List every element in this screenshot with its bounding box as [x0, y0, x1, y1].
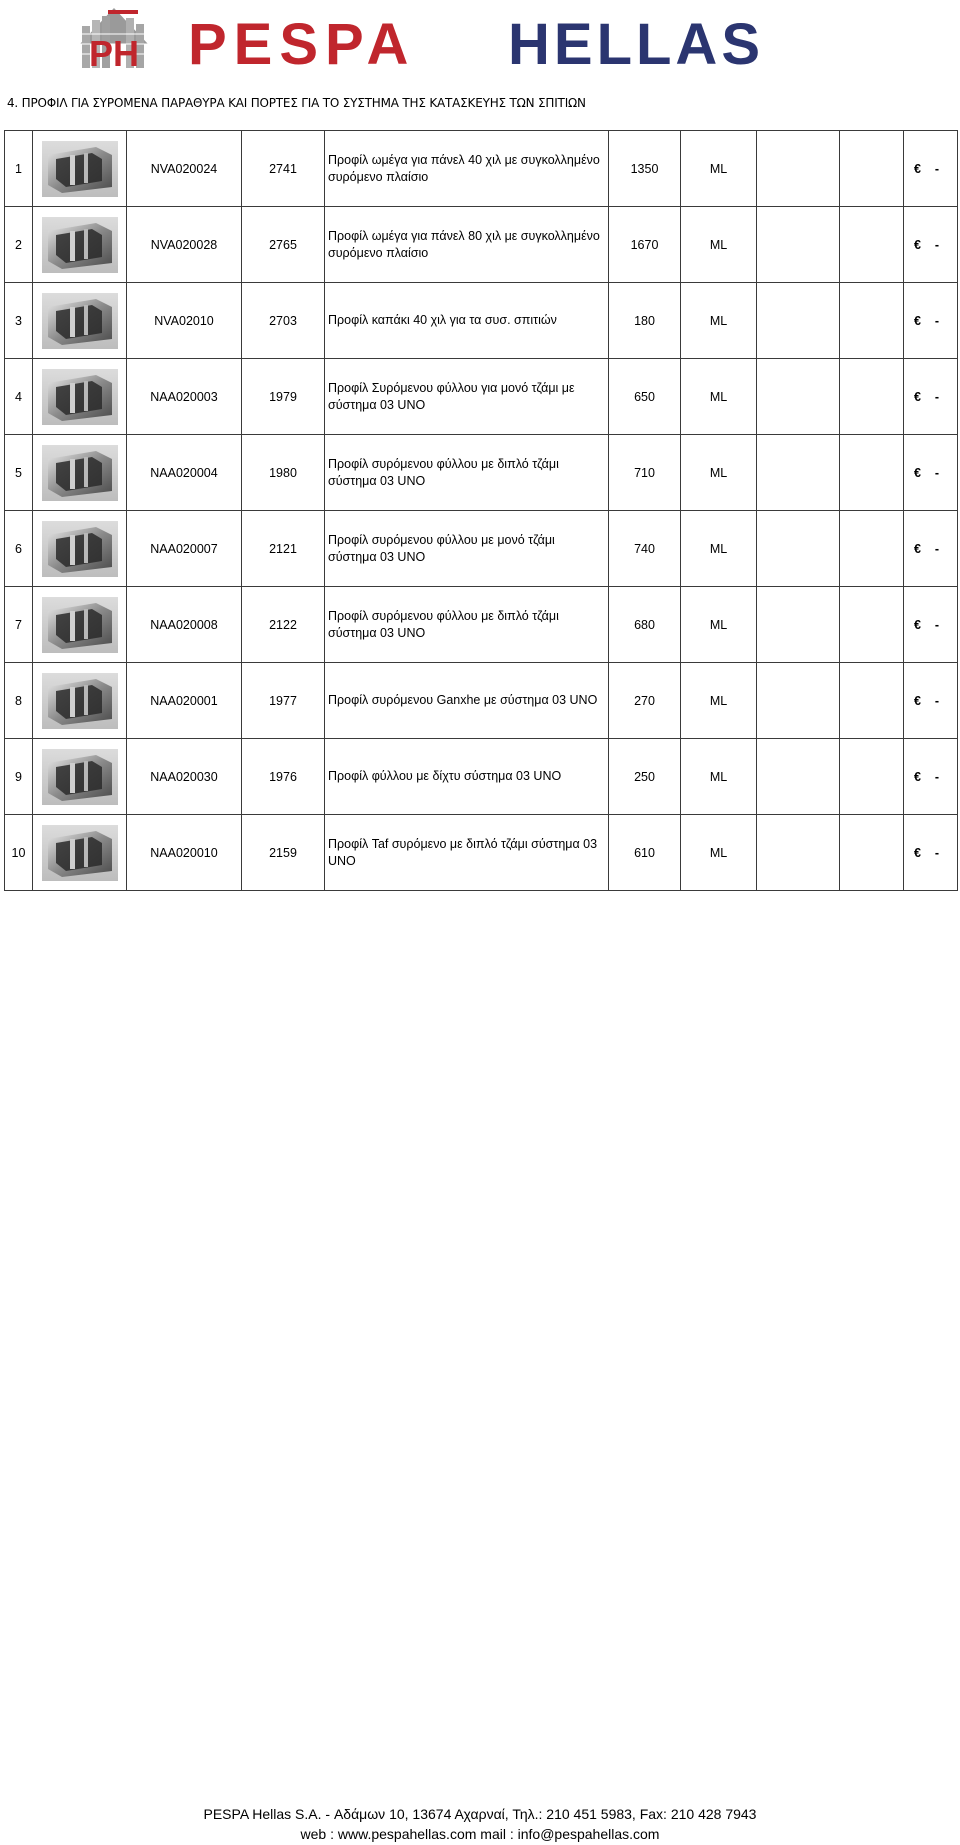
table-row: [5, 587, 958, 663]
die-number: 2159: [242, 815, 325, 891]
unit-of-measure: ML: [681, 739, 757, 815]
empty-cell: [757, 131, 840, 207]
aluminium-profile-image: [42, 749, 118, 805]
empty-cell: [757, 511, 840, 587]
logo-word-pespa: PESPA: [188, 12, 416, 70]
row-number: 6: [5, 511, 33, 587]
product-code: NVA020024: [127, 131, 242, 207]
price-value: -: [934, 389, 939, 404]
table-row: [5, 815, 958, 891]
empty-cell: [840, 131, 904, 207]
empty-cell: [757, 359, 840, 435]
product-image-cell: [33, 131, 127, 207]
unit-of-measure: ML: [681, 511, 757, 587]
row-number: 4: [5, 359, 33, 435]
aluminium-profile-image: [42, 369, 118, 425]
product-code: NAA020008: [127, 587, 242, 663]
currency-symbol: €: [914, 541, 921, 556]
currency-symbol: €: [914, 845, 921, 860]
empty-cell: [757, 815, 840, 891]
row-number: 8: [5, 663, 33, 739]
empty-cell: [757, 435, 840, 511]
product-image-cell: [33, 283, 127, 359]
price-value: -: [934, 161, 939, 176]
empty-cell: [757, 283, 840, 359]
product-image-cell: [33, 511, 127, 587]
table-row: [5, 207, 958, 283]
price-value: -: [934, 237, 939, 252]
row-number: 3: [5, 283, 33, 359]
weight-value: 1350: [609, 131, 681, 207]
logo-word-hellas: HELLAS: [508, 12, 764, 70]
product-code: NAA020010: [127, 815, 242, 891]
price-value: -: [934, 845, 939, 860]
footer-contacts: web : www.pespahellas.com mail : info@pespahellas.com: [300, 1826, 660, 1842]
empty-cell: [840, 511, 904, 587]
product-image-cell: [33, 207, 127, 283]
weight-value: 710: [609, 435, 681, 511]
currency-symbol: €: [914, 237, 921, 252]
row-number: 5: [5, 435, 33, 511]
price-cell: [904, 359, 958, 435]
die-number: 2741: [242, 131, 325, 207]
empty-cell: [840, 207, 904, 283]
aluminium-profile-image: [42, 825, 118, 881]
weight-value: 680: [609, 587, 681, 663]
row-number: 7: [5, 587, 33, 663]
price-value: -: [934, 541, 939, 556]
price-value: -: [934, 617, 939, 632]
product-description: Προφίλ Taf συρόμενο με διπλό τζάμι σύστημα 03 UNO: [325, 815, 609, 891]
product-image-cell: [33, 435, 127, 511]
die-number: 2703: [242, 283, 325, 359]
product-code: NAA020003: [127, 359, 242, 435]
row-number: 9: [5, 739, 33, 815]
weight-value: 180: [609, 283, 681, 359]
price-cell: [904, 815, 958, 891]
pespa-hellas-logo: [78, 4, 818, 70]
table-row: [5, 663, 958, 739]
product-table: [4, 130, 958, 891]
product-description: Προφίλ συρόμενου Ganxhe με σύστημα 03 UNO: [325, 663, 609, 739]
weight-value: 650: [609, 359, 681, 435]
empty-cell: [757, 739, 840, 815]
product-code: NAA020030: [127, 739, 242, 815]
table-row: [5, 131, 958, 207]
price-cell: [904, 435, 958, 511]
empty-cell: [840, 283, 904, 359]
company-logo: [78, 4, 818, 70]
price-cell: [904, 207, 958, 283]
unit-of-measure: ML: [681, 207, 757, 283]
aluminium-profile-image: [42, 217, 118, 273]
section-title: 4. ΠΡΟΦΙΛ ΓΙΑ ΣΥΡΟΜΕΝΑ ΠΑΡΑΘΥΡΑ ΚΑΙ ΠΟΡΤΕΣ ΓΙΑ ΤΟ ΣΥΣΤΗΜΑ ΤΗΣ ΚΑΤΑΣΚΕΥΗΣ ΤΩΝ ΣΠΙΤΙΩΝ: [7, 96, 586, 110]
weight-value: 250: [609, 739, 681, 815]
price-value: -: [934, 465, 939, 480]
product-description: Προφίλ συρόμενου φύλλου με διπλό τζάμι σύστημα 03 UNO: [325, 587, 609, 663]
price-value: -: [934, 693, 939, 708]
product-image-cell: [33, 815, 127, 891]
product-image-cell: [33, 663, 127, 739]
currency-symbol: €: [914, 389, 921, 404]
die-number: 2121: [242, 511, 325, 587]
price-cell: [904, 739, 958, 815]
row-number: 2: [5, 207, 33, 283]
product-code: NAA020004: [127, 435, 242, 511]
price-cell: [904, 131, 958, 207]
price-cell: [904, 283, 958, 359]
unit-of-measure: ML: [681, 663, 757, 739]
empty-cell: [757, 587, 840, 663]
price-value: -: [934, 769, 939, 784]
product-description: Προφίλ ωμέγα για πάνελ 80 χιλ με συγκολλημένο συρόμενο πλαίσιο: [325, 207, 609, 283]
die-number: 2122: [242, 587, 325, 663]
product-image-cell: [33, 587, 127, 663]
price-cell: [904, 663, 958, 739]
table-row: [5, 435, 958, 511]
table-row: [5, 283, 958, 359]
empty-cell: [840, 587, 904, 663]
die-number: 2765: [242, 207, 325, 283]
product-code: NVA020028: [127, 207, 242, 283]
weight-value: 270: [609, 663, 681, 739]
price-cell: [904, 587, 958, 663]
die-number: 1979: [242, 359, 325, 435]
die-number: 1977: [242, 663, 325, 739]
weight-value: 610: [609, 815, 681, 891]
aluminium-profile-image: [42, 445, 118, 501]
empty-cell: [757, 663, 840, 739]
table-row: [5, 359, 958, 435]
aluminium-profile-image: [42, 673, 118, 729]
product-description: Προφίλ συρόμενου φύλλου με μονό τζάμι σύστημα 03 UNO: [325, 511, 609, 587]
product-image-cell: [33, 359, 127, 435]
aluminium-profile-image: [42, 141, 118, 197]
price-value: -: [934, 313, 939, 328]
empty-cell: [840, 359, 904, 435]
weight-value: 740: [609, 511, 681, 587]
die-number: 1976: [242, 739, 325, 815]
aluminium-profile-image: [42, 521, 118, 577]
empty-cell: [840, 435, 904, 511]
currency-symbol: €: [914, 693, 921, 708]
currency-symbol: €: [914, 769, 921, 784]
product-table-body: [5, 131, 958, 891]
table-row: [5, 511, 958, 587]
currency-symbol: €: [914, 161, 921, 176]
product-description: Προφίλ Συρόμενου φύλλου για μονό τζάμι με σύστημα 03 UNO: [325, 359, 609, 435]
price-cell: [904, 511, 958, 587]
logo-monogram: PH: [88, 33, 140, 70]
unit-of-measure: ML: [681, 435, 757, 511]
unit-of-measure: ML: [681, 359, 757, 435]
product-image-cell: [33, 739, 127, 815]
product-code: NVA02010: [127, 283, 242, 359]
unit-of-measure: ML: [681, 815, 757, 891]
row-number: 10: [5, 815, 33, 891]
logo-roof-accent: [108, 10, 138, 14]
empty-cell: [840, 663, 904, 739]
product-code: NAA020007: [127, 511, 242, 587]
weight-value: 1670: [609, 207, 681, 283]
unit-of-measure: ML: [681, 587, 757, 663]
product-description: Προφίλ καπάκι 40 χιλ για τα συσ. σπιτιών: [325, 283, 609, 359]
aluminium-profile-image: [42, 293, 118, 349]
product-description: Προφίλ ωμέγα για πάνελ 40 χιλ με συγκολλημένο συρόμενο πλαίσιο: [325, 131, 609, 207]
currency-symbol: €: [914, 617, 921, 632]
currency-symbol: €: [914, 313, 921, 328]
product-code: NAA020001: [127, 663, 242, 739]
product-description: Προφίλ φύλλου με δίχτυ σύστημα 03 UNO: [325, 739, 609, 815]
empty-cell: [840, 739, 904, 815]
currency-symbol: €: [914, 465, 921, 480]
empty-cell: [757, 207, 840, 283]
product-description: Προφίλ συρόμενου φύλλου με διπλό τζάμι σύστημα 03 UNO: [325, 435, 609, 511]
die-number: 1980: [242, 435, 325, 511]
unit-of-measure: ML: [681, 283, 757, 359]
footer-address: PESPA Hellas S.A. - Αδάμων 10, 13674 Αχαρναί, Τηλ.: 210 451 5983, Fax: 210 428 7943: [203, 1806, 757, 1822]
table-row: [5, 739, 958, 815]
row-number: 1: [5, 131, 33, 207]
aluminium-profile-image: [42, 597, 118, 653]
empty-cell: [840, 815, 904, 891]
unit-of-measure: ML: [681, 131, 757, 207]
